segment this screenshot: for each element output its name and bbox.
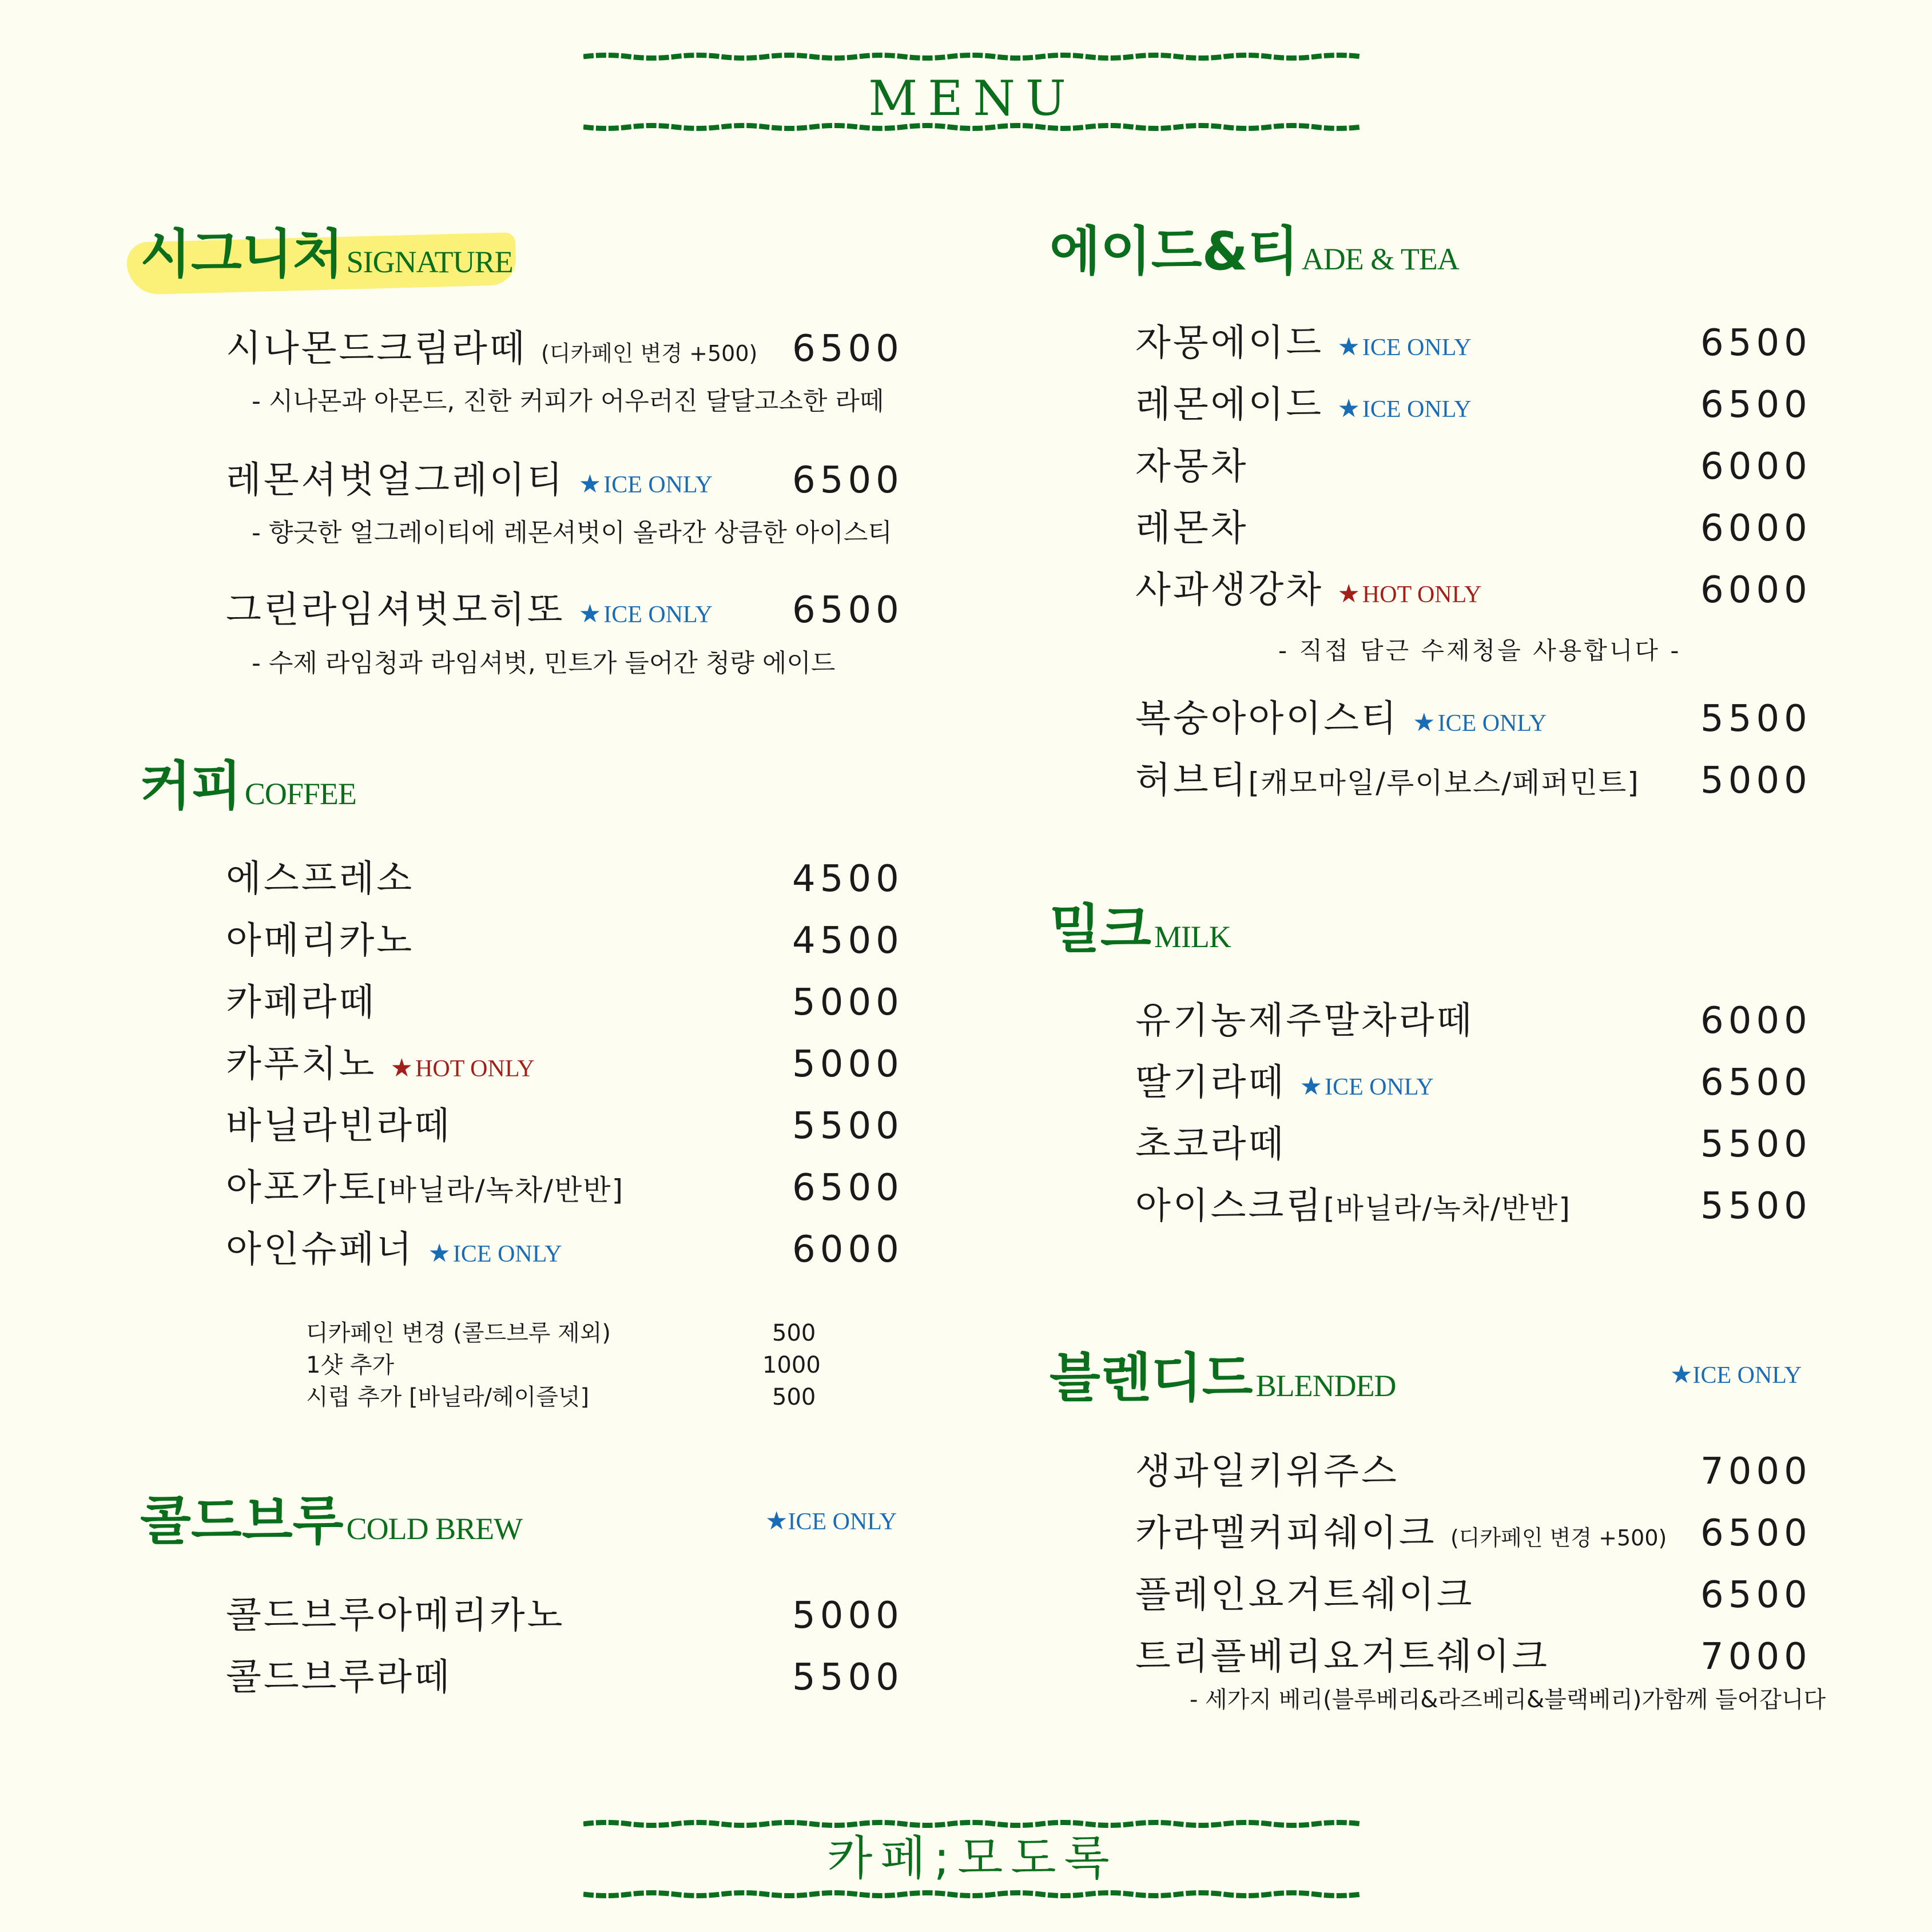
item-price: 6500 xyxy=(1700,384,1812,426)
signature-title-ko: 시그니처 xyxy=(140,224,344,285)
menu-item xyxy=(1135,565,1481,621)
menu-item xyxy=(226,323,757,379)
menu-item xyxy=(1135,317,1472,373)
item-name: 카푸치노 xyxy=(226,1043,377,1086)
item-description: - 수제 라임청과 라임셔벗, 민트가 들어간 청량 에이드 xyxy=(252,649,836,678)
item-price: 6000 xyxy=(1700,569,1812,611)
ice-only-tag: ICE ONLY xyxy=(603,472,713,498)
item-name: 콜드브루아메리카노 xyxy=(226,1595,565,1637)
star-icon: ★ xyxy=(1413,708,1438,737)
item-name: 허브티 xyxy=(1135,760,1249,802)
item-option: (디카페인 변경 +500) xyxy=(1450,1525,1667,1551)
menu-item xyxy=(226,853,414,905)
cafe-brand-name: 카페;모도록 xyxy=(827,1831,1118,1886)
ade-title-en: ADE & TEA xyxy=(1301,242,1459,276)
ade-title-ko: 에이드&티 xyxy=(1050,221,1299,282)
ice-only-tag: ICE ONLY xyxy=(1325,1074,1434,1100)
coldbrew-title-ko: 콜드브루 xyxy=(140,1490,344,1552)
item-price: 4500 xyxy=(792,858,904,900)
extra-price: 500 xyxy=(772,1384,816,1410)
ade-heading xyxy=(1050,220,1459,291)
ice-only-tag: ICE ONLY xyxy=(603,602,713,628)
menu-item xyxy=(1135,503,1248,554)
star-icon: ★ xyxy=(1337,394,1362,423)
menu-item xyxy=(1135,379,1472,435)
coldbrew-heading xyxy=(140,1490,522,1560)
item-name: 레몬차 xyxy=(1135,507,1249,550)
item-price: 6500 xyxy=(792,328,904,370)
item-price: 4500 xyxy=(792,920,904,962)
menu-item xyxy=(1135,1119,1286,1170)
coldbrew-title-en: COLD BREW xyxy=(346,1512,523,1546)
item-name: 바닐라빈라떼 xyxy=(226,1105,452,1147)
menu-item xyxy=(226,1100,452,1152)
item-name: 레몬셔벗얼그레이티 xyxy=(226,459,565,502)
item-description: - 세가지 베리(블루베리&라즈베리&블랙베리)가함께 들어갑니다 xyxy=(1190,1687,1826,1713)
star-icon: ★ xyxy=(1299,1072,1325,1101)
star-icon: ★ xyxy=(578,470,604,499)
item-price: 5000 xyxy=(1700,760,1812,802)
header-rule-bottom xyxy=(583,123,1361,131)
item-name: 유기농제주말차라떼 xyxy=(1135,1000,1474,1042)
menu-item xyxy=(226,1590,565,1641)
menu-item xyxy=(1135,1180,1571,1234)
menu-item xyxy=(226,585,713,641)
item-price: 6500 xyxy=(1700,1574,1812,1616)
item-name: 레몬에이드 xyxy=(1135,384,1324,426)
star-icon: ★ xyxy=(428,1239,453,1268)
menu-item xyxy=(226,1039,535,1095)
item-price: 6500 xyxy=(792,589,904,631)
item-name: 트리플베리요거트쉐이크 xyxy=(1135,1636,1550,1678)
item-price: 6500 xyxy=(792,459,904,502)
coldbrew-ice-badge xyxy=(765,1504,897,1544)
menu-item xyxy=(226,1162,624,1216)
milk-title-ko: 밀크 xyxy=(1050,899,1151,960)
star-icon: ★ xyxy=(1670,1360,1693,1389)
extra-label: 시럽 추가 [바닐라/헤이즐넛] xyxy=(306,1384,590,1410)
item-price: 6500 xyxy=(792,1167,904,1209)
item-price: 5000 xyxy=(792,1595,904,1637)
item-description: - 향긋한 얼그레이티에 레몬셔벗이 올라간 상큼한 아이스티 xyxy=(252,518,892,547)
item-price: 7000 xyxy=(1700,1636,1812,1678)
hot-only-tag: HOT ONLY xyxy=(415,1056,535,1082)
item-name: 플레인요거트쉐이크 xyxy=(1135,1574,1474,1616)
item-price: 6000 xyxy=(1700,446,1812,488)
item-name: 아포가토 xyxy=(226,1167,377,1209)
item-name: 그린라임셔벗모히또 xyxy=(226,589,565,631)
extra-label: 1샷 추가 xyxy=(306,1352,395,1378)
item-price: 7000 xyxy=(1700,1450,1812,1493)
menu-item xyxy=(226,455,713,511)
item-name: 아이스크림 xyxy=(1135,1185,1324,1227)
extra-price: 500 xyxy=(772,1320,816,1346)
blended-title-ko: 블렌디드 xyxy=(1050,1347,1253,1409)
menu-item xyxy=(226,1652,452,1703)
star-icon: ★ xyxy=(578,599,604,629)
menu-item xyxy=(1135,1569,1474,1621)
signature-title-en: SIGNATURE xyxy=(346,245,513,279)
item-price: 5000 xyxy=(792,981,904,1024)
item-option: [캐모마일/루이보스/페퍼민트] xyxy=(1248,766,1640,800)
coffee-title-ko: 커피 xyxy=(140,756,242,817)
item-price: 6000 xyxy=(1700,507,1812,550)
ice-only-tag: ICE ONLY xyxy=(1362,396,1472,423)
item-price: 6500 xyxy=(1700,322,1812,364)
menu-item xyxy=(1135,693,1547,749)
menu-title: MENU xyxy=(868,70,1076,126)
item-name: 시나몬드크림라떼 xyxy=(226,328,527,370)
ice-only-tag: ICE ONLY xyxy=(452,1241,562,1267)
item-option: [바닐라/녹차/반반] xyxy=(1323,1192,1571,1225)
item-option: (디카페인 변경 +500) xyxy=(540,341,758,366)
item-option: [바닐라/녹차/반반] xyxy=(376,1174,625,1207)
footer-rule-bottom xyxy=(583,1890,1361,1898)
ice-only-tag: ICE ONLY xyxy=(788,1509,897,1535)
item-price: 5000 xyxy=(792,1043,904,1086)
item-name: 에스프레소 xyxy=(226,858,415,900)
item-name: 복숭아아이스티 xyxy=(1135,698,1399,740)
milk-heading xyxy=(1050,898,1231,968)
menu-item xyxy=(1135,995,1474,1047)
ice-only-tag: ICE ONLY xyxy=(1692,1362,1802,1389)
star-icon: ★ xyxy=(1337,332,1362,361)
blended-ice-badge xyxy=(1670,1358,1802,1397)
ice-only-tag: ICE ONLY xyxy=(1362,335,1472,361)
milk-title-en: MILK xyxy=(1154,920,1231,954)
menu-item xyxy=(1135,1508,1667,1564)
ice-only-tag: ICE ONLY xyxy=(1437,710,1547,737)
item-price: 6500 xyxy=(1700,1062,1812,1104)
item-price: 6500 xyxy=(1700,1512,1812,1555)
menu-item xyxy=(226,977,376,1028)
menu-item xyxy=(1135,1631,1549,1683)
item-name: 초코라떼 xyxy=(1135,1123,1286,1166)
menu-item xyxy=(226,1224,562,1280)
item-name: 사과생강차 xyxy=(1135,569,1324,611)
signature-heading xyxy=(140,223,513,293)
item-name: 카페라떼 xyxy=(226,981,377,1024)
blended-heading xyxy=(1050,1347,1396,1417)
item-price: 6000 xyxy=(792,1229,904,1271)
item-name: 카라멜커피쉐이크 xyxy=(1135,1512,1437,1555)
extra-price: 1000 xyxy=(762,1352,821,1378)
menu-item xyxy=(1135,1446,1399,1497)
menu-item xyxy=(1135,1057,1434,1113)
item-name: 생과일키위주스 xyxy=(1135,1450,1399,1493)
item-price: 5500 xyxy=(1700,698,1812,740)
hot-only-tag: HOT ONLY xyxy=(1362,582,1482,608)
ade-note: - 직접 담근 수제청을 사용합니다 - xyxy=(1278,637,1681,665)
star-icon: ★ xyxy=(390,1054,416,1083)
item-description: - 시나몬과 아몬드, 진한 커피가 어우러진 달달고소한 라떼 xyxy=(252,387,884,416)
menu-item xyxy=(1135,441,1248,492)
item-name: 딸기라떼 xyxy=(1135,1062,1286,1104)
coffee-title-en: COFFEE xyxy=(244,777,356,811)
extra-label: 디카페인 변경 (콜드브루 제외) xyxy=(306,1320,611,1346)
item-price: 5500 xyxy=(792,1656,904,1699)
item-name: 아인슈페너 xyxy=(226,1229,415,1271)
menu-item xyxy=(226,915,414,967)
item-name: 자몽에이드 xyxy=(1135,322,1324,364)
item-name: 자몽차 xyxy=(1135,446,1249,488)
coffee-heading xyxy=(140,755,356,825)
item-price: 5500 xyxy=(792,1105,904,1147)
item-name: 콜드브루라떼 xyxy=(226,1656,452,1699)
item-name: 아메리카노 xyxy=(226,920,415,962)
menu-item xyxy=(1135,755,1640,809)
item-price: 5500 xyxy=(1700,1123,1812,1166)
star-icon: ★ xyxy=(1337,579,1362,609)
header-rule-top xyxy=(583,53,1361,61)
star-icon: ★ xyxy=(765,1506,788,1536)
item-price: 5500 xyxy=(1700,1185,1812,1227)
blended-title-en: BLENDED xyxy=(1255,1369,1396,1403)
item-price: 6000 xyxy=(1700,1000,1812,1042)
